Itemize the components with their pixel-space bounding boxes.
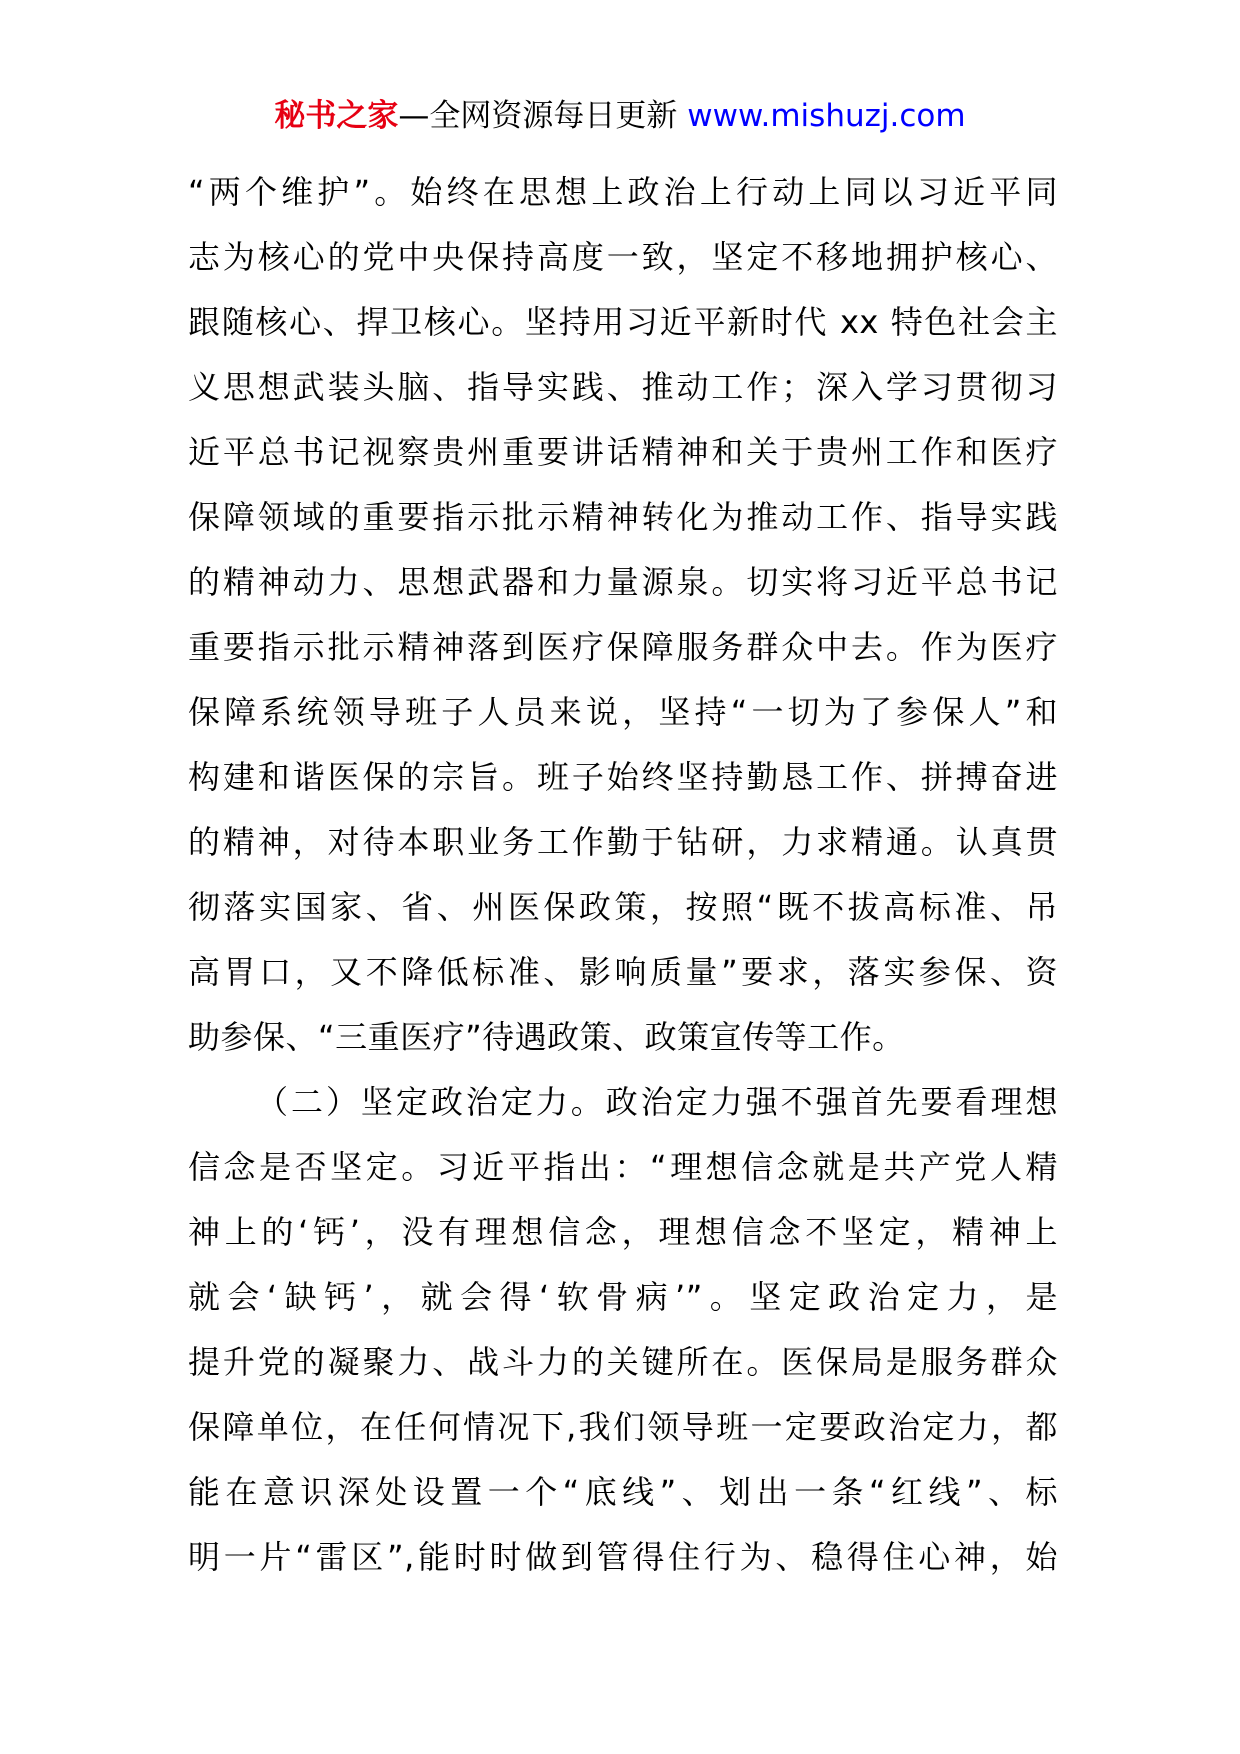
text-line: 明一片“雷区”,能时时做到管得住行为、稳得住心神，始 bbox=[188, 1538, 1058, 1576]
text-line: 能在意识深处设置一个“底线”、划出一条“红线”、标 bbox=[188, 1473, 1058, 1511]
text-line: 保障领域的重要指示批示精神转化为推动工作、指导实践 bbox=[188, 498, 1058, 536]
text-line: 就会‘缺钙’，就会得‘软骨病’”。坚定政治定力，是 bbox=[188, 1278, 1058, 1316]
text-line: 跟随核心、捍卫核心。坚持用习近平新时代 xx 特色社会主 bbox=[188, 303, 1058, 341]
site-url-link[interactable]: www.mishuzj.com bbox=[687, 98, 966, 134]
text-line: 彻落实国家、省、州医保政策，按照“既不拔高标准、吊 bbox=[188, 888, 1058, 926]
text-line: “两个维护”。始终在思想上政治上行动上同以习近平同 bbox=[188, 173, 1058, 211]
document-body bbox=[188, 160, 1058, 1590]
text-line: 提升党的凝聚力、战斗力的关键所在。医保局是服务群众 bbox=[188, 1343, 1058, 1381]
text-line: 义思想武装头脑、指导实践、推动工作；深入学习贯彻习 bbox=[188, 368, 1058, 406]
paragraph-end-line: 助参保、“三重医疗”待遇政策、政策宣传等工作。 bbox=[188, 1018, 905, 1056]
text-line: 信念是否坚定。习近平指出：“理想信念就是共产党人精 bbox=[188, 1148, 1058, 1186]
text-line: 的精神动力、思想武器和力量源泉。切实将习近平总书记 bbox=[188, 563, 1058, 601]
text-line: 神上的‘钙’，没有理想信念，理想信念不坚定，精神上 bbox=[188, 1213, 1058, 1251]
text-line: 志为核心的党中央保持高度一致，坚定不移地拥护核心、 bbox=[188, 238, 1058, 276]
text-line: 保障系统领导班子人员来说，坚持“一切为了参保人”和 bbox=[188, 693, 1058, 731]
text-line: 近平总书记视察贵州重要讲话精神和关于贵州工作和医疗 bbox=[188, 433, 1058, 471]
site-header bbox=[0, 96, 1240, 136]
text-line: 的精神，对待本职业务工作勤于钻研，力求精通。认真贯 bbox=[188, 823, 1058, 861]
brand-name: 秘书之家 bbox=[274, 98, 399, 134]
text-line: 重要指示批示精神落到医疗保障服务群众中去。作为医疗 bbox=[188, 628, 1058, 666]
header-tagline: —全网资源每日更新 bbox=[398, 98, 688, 134]
text-line: 保障单位，在任何情况下,我们领导班一定要政治定力，都 bbox=[188, 1408, 1058, 1446]
text-line: 高胃口，又不降低标准、影响质量”要求，落实参保、资 bbox=[188, 953, 1058, 991]
text-line: 构建和谐医保的宗旨。班子始终坚持勤恳工作、拼搏奋进 bbox=[188, 758, 1058, 796]
section-heading-line: （二）坚定政治定力。政治定力强不强首先要看理想 bbox=[256, 1083, 1058, 1121]
